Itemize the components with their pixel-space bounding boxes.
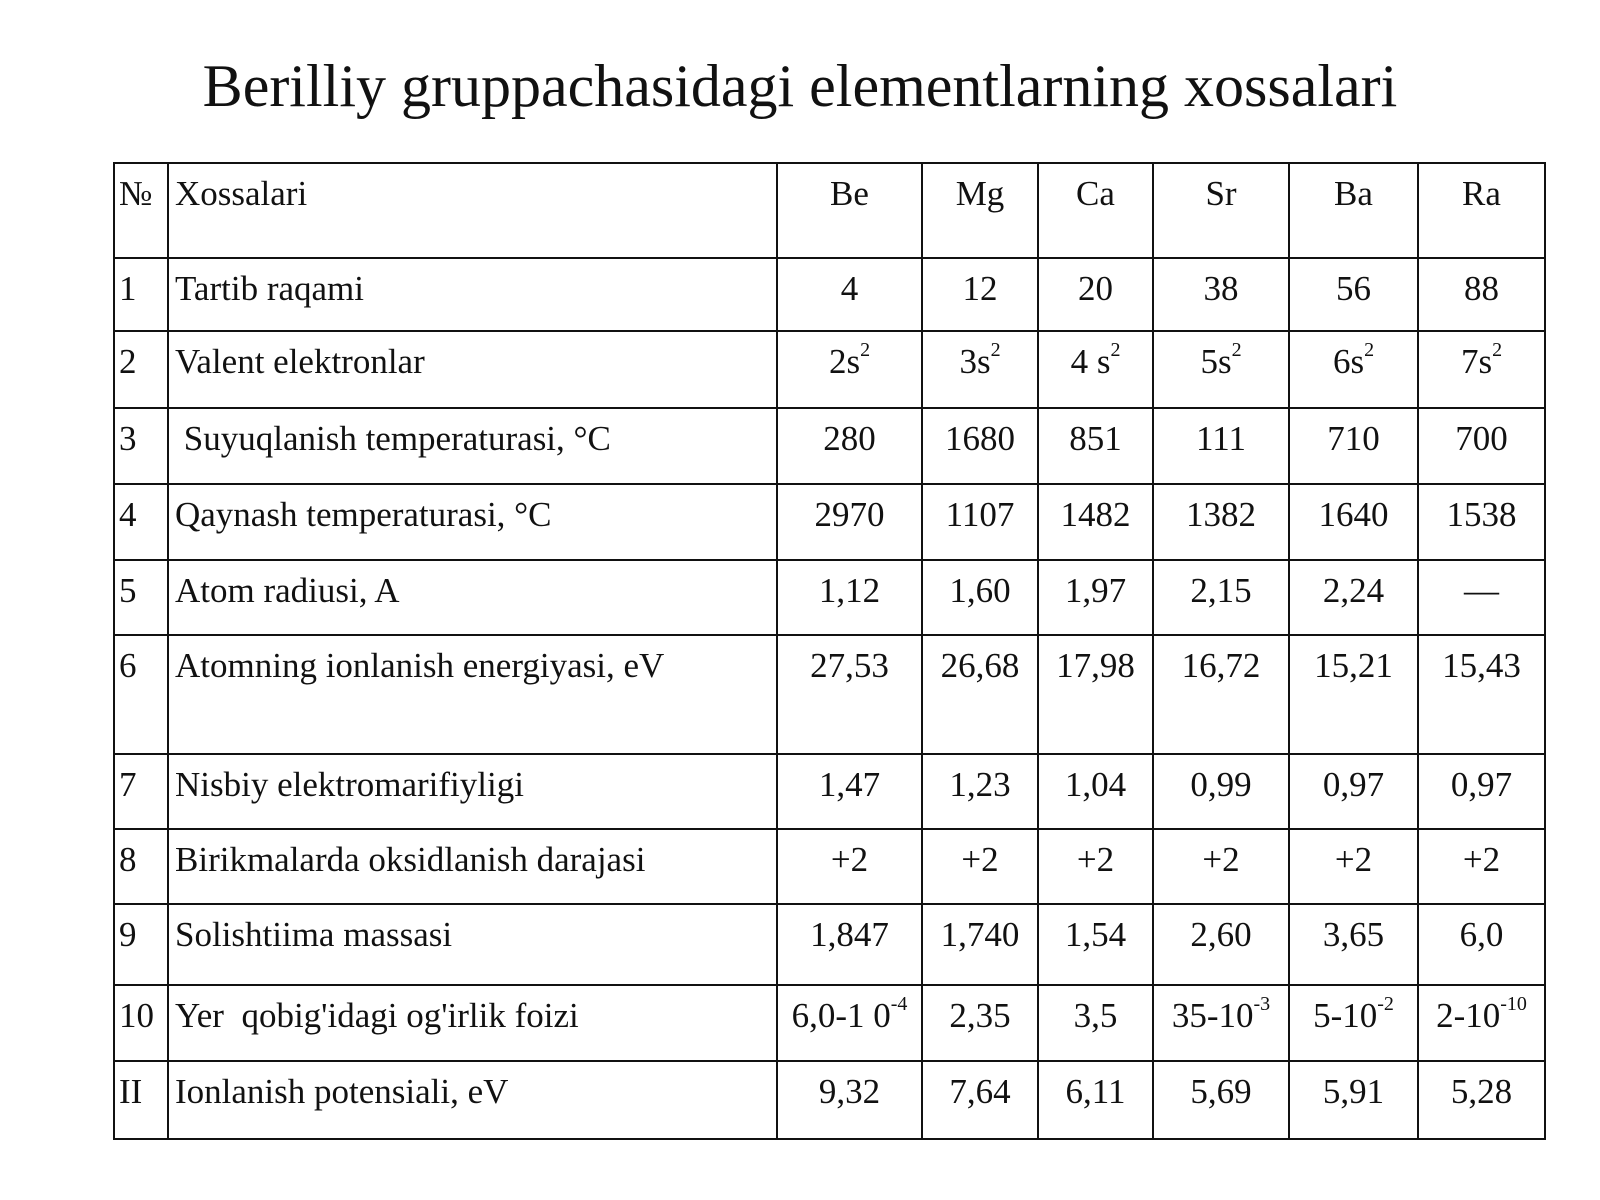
value-text: 20 <box>1078 269 1113 308</box>
value-cell <box>1289 829 1418 904</box>
header-element-cell: Ra <box>1418 163 1545 258</box>
value-cell <box>1153 904 1289 985</box>
value-text: 0,97 <box>1322 765 1385 804</box>
value-text: +2 <box>1202 840 1240 879</box>
value-text: 1,12 <box>818 571 881 610</box>
table-row <box>114 484 1545 560</box>
value-text: 3,65 <box>1322 915 1385 954</box>
value-text: 1382 <box>1186 495 1256 534</box>
value-superscript: 2 <box>990 339 1001 362</box>
value-cell <box>1418 331 1545 408</box>
row-number-cell: 4 <box>114 484 168 560</box>
property-name-cell: Valent elektronlar <box>168 331 777 408</box>
value-cell <box>1289 635 1418 754</box>
value-cell <box>1038 904 1153 985</box>
property-name-cell: Tartib raqami <box>168 258 777 331</box>
row-number-cell: 9 <box>114 904 168 985</box>
value-text: 4 <box>840 269 859 308</box>
value-text: 16,72 <box>1181 646 1261 685</box>
value-text: 2,35 <box>949 996 1011 1035</box>
value-text: 1,54 <box>1064 915 1127 954</box>
table-body <box>114 163 1545 1139</box>
value-cell <box>1153 408 1289 484</box>
value-cell <box>922 635 1038 754</box>
value-text: 1,60 <box>949 571 1011 610</box>
value-cell <box>1418 258 1545 331</box>
value-cell <box>777 484 922 560</box>
value-cell <box>1153 635 1289 754</box>
value-superscript: -2 <box>1377 993 1394 1016</box>
value-text: 27,53 <box>810 646 889 685</box>
value-text: +2 <box>1462 840 1501 879</box>
value-text: 2-10 <box>1436 996 1501 1035</box>
value-text: — <box>1464 571 1499 610</box>
value-cell <box>922 1061 1038 1139</box>
value-cell <box>1289 484 1418 560</box>
value-cell <box>1038 408 1153 484</box>
table-row <box>114 1061 1545 1139</box>
value-cell <box>1153 829 1289 904</box>
value-text: 710 <box>1327 419 1380 458</box>
value-cell <box>1153 754 1289 829</box>
header-property-cell: Xossalari <box>168 163 777 258</box>
value-text: 1538 <box>1446 495 1517 534</box>
value-cell <box>1153 1061 1289 1139</box>
table-row <box>114 408 1545 484</box>
value-superscript: 2 <box>1110 339 1121 362</box>
value-text: 5-10 <box>1313 996 1378 1035</box>
table-row <box>114 560 1545 635</box>
value-cell <box>1289 331 1418 408</box>
value-cell <box>1289 904 1418 985</box>
value-cell <box>1289 754 1418 829</box>
value-text: 2970 <box>814 495 885 534</box>
value-text: 5,28 <box>1450 1072 1513 1111</box>
value-text: 1,47 <box>818 765 881 804</box>
value-text: 15,43 <box>1442 646 1521 685</box>
value-cell <box>922 484 1038 560</box>
value-text: 56 <box>1336 269 1371 308</box>
value-text: 5s <box>1200 342 1232 381</box>
value-cell <box>1418 1061 1545 1139</box>
header-num-cell: № <box>114 163 168 258</box>
page-title: Berilliy gruppachasidagi elementlarning xossalari <box>202 53 1398 119</box>
value-superscript: 2 <box>1492 339 1503 362</box>
value-text: 88 <box>1464 269 1499 308</box>
value-text: 17,98 <box>1056 646 1135 685</box>
value-text: 4 s <box>1070 342 1111 381</box>
properties-table <box>113 162 1546 1140</box>
value-cell <box>777 408 922 484</box>
value-cell <box>777 754 922 829</box>
value-text: 6,11 <box>1065 1072 1126 1111</box>
value-text: 7s <box>1460 342 1493 381</box>
value-text: 280 <box>823 419 876 458</box>
value-text: 2,60 <box>1190 915 1252 954</box>
value-text: 35-10 <box>1171 996 1254 1035</box>
value-text: 1,04 <box>1064 765 1127 804</box>
value-text: 6s <box>1332 342 1365 381</box>
value-text: +2 <box>961 840 999 879</box>
value-cell <box>1038 484 1153 560</box>
table-row <box>114 754 1545 829</box>
value-cell <box>1038 635 1153 754</box>
value-text: 7,64 <box>949 1072 1011 1111</box>
row-number-cell: II <box>114 1061 168 1139</box>
property-name-cell: Solishtiima massasi <box>168 904 777 985</box>
value-text: 851 <box>1069 419 1122 458</box>
value-cell <box>1418 635 1545 754</box>
header-element-cell: Be <box>777 163 922 258</box>
value-cell <box>777 560 922 635</box>
table-row <box>114 635 1545 754</box>
value-cell <box>1289 258 1418 331</box>
header-element-cell: Ba <box>1289 163 1418 258</box>
value-cell <box>1038 560 1153 635</box>
value-superscript: -4 <box>890 993 908 1016</box>
value-cell <box>777 829 922 904</box>
value-text: +2 <box>830 840 869 879</box>
value-cell <box>922 985 1038 1061</box>
value-text: 15,21 <box>1314 646 1393 685</box>
property-name-cell: Qaynash temperaturasi, °C <box>168 484 777 560</box>
value-text: 3s <box>959 342 991 381</box>
value-cell <box>777 331 922 408</box>
value-text: 3,5 <box>1073 996 1118 1035</box>
row-number-cell: 10 <box>114 985 168 1061</box>
value-cell <box>777 904 922 985</box>
value-cell <box>777 1061 922 1139</box>
value-text: 1,740 <box>940 915 1020 954</box>
value-text: 38 <box>1203 269 1239 308</box>
value-text: 1107 <box>945 495 1015 534</box>
value-text: 6,0 <box>1459 915 1504 954</box>
value-cell <box>1418 829 1545 904</box>
value-superscript: 2 <box>860 339 871 362</box>
value-text: 1680 <box>945 419 1015 458</box>
value-cell <box>922 560 1038 635</box>
value-text: 5,91 <box>1322 1072 1385 1111</box>
header-element-cell: Ca <box>1038 163 1153 258</box>
table-header-row <box>114 163 1545 258</box>
table-row <box>114 985 1545 1061</box>
row-number-cell: 1 <box>114 258 168 331</box>
row-number-cell: 6 <box>114 635 168 754</box>
value-cell <box>1153 484 1289 560</box>
value-cell <box>1418 560 1545 635</box>
row-number-cell: 5 <box>114 560 168 635</box>
value-cell <box>1418 484 1545 560</box>
value-cell <box>1153 258 1289 331</box>
value-cell <box>922 754 1038 829</box>
value-cell <box>1289 560 1418 635</box>
value-cell <box>1418 904 1545 985</box>
value-cell <box>922 408 1038 484</box>
value-cell <box>1038 985 1153 1061</box>
property-name-cell: Atomning ionlanish energiyasi, eV <box>168 635 777 754</box>
value-superscript: 2 <box>1231 339 1242 362</box>
value-cell <box>1038 829 1153 904</box>
property-name-cell: Suyuqlanish temperaturasi, °C <box>168 408 777 484</box>
row-number-cell: 3 <box>114 408 168 484</box>
row-number-cell: 7 <box>114 754 168 829</box>
value-cell <box>1038 754 1153 829</box>
table-row <box>114 904 1545 985</box>
value-superscript: -3 <box>1253 993 1271 1016</box>
value-text: 0,99 <box>1190 765 1252 804</box>
value-text: 1,97 <box>1064 571 1127 610</box>
value-cell <box>922 904 1038 985</box>
value-cell <box>1038 258 1153 331</box>
value-cell <box>922 331 1038 408</box>
value-text: 1482 <box>1060 495 1131 534</box>
value-superscript: 2 <box>1364 339 1375 362</box>
value-cell <box>1418 408 1545 484</box>
table-row <box>114 829 1545 904</box>
value-text: 1640 <box>1318 495 1389 534</box>
value-text: 6,0-1 0 <box>791 996 891 1035</box>
row-number-cell: 8 <box>114 829 168 904</box>
value-text: 2s <box>828 342 861 381</box>
value-text: +2 <box>1076 840 1115 879</box>
property-name-cell: Ionlanish potensiali, eV <box>168 1061 777 1139</box>
value-cell <box>922 258 1038 331</box>
header-element-cell: Mg <box>922 163 1038 258</box>
value-superscript: -10 <box>1500 993 1527 1016</box>
value-cell <box>777 985 922 1061</box>
row-number-cell: 2 <box>114 331 168 408</box>
value-text: 2,24 <box>1322 571 1385 610</box>
header-element-cell: Sr <box>1153 163 1289 258</box>
value-cell <box>777 635 922 754</box>
value-cell <box>1153 985 1289 1061</box>
value-cell <box>922 829 1038 904</box>
value-text: 700 <box>1455 419 1508 458</box>
value-cell <box>777 258 922 331</box>
value-cell <box>1038 331 1153 408</box>
value-text: 0,97 <box>1450 765 1513 804</box>
property-name-cell: Birikmalarda oksidlanish darajasi <box>168 829 777 904</box>
value-cell <box>1289 1061 1418 1139</box>
value-text: 111 <box>1196 419 1246 458</box>
value-text: 5,69 <box>1190 1072 1252 1111</box>
property-name-cell: Nisbiy elektromarifiyligi <box>168 754 777 829</box>
value-cell <box>1418 985 1545 1061</box>
value-cell <box>1153 560 1289 635</box>
property-name-cell: Atom radiusi, A <box>168 560 777 635</box>
value-text: 1,23 <box>949 765 1011 804</box>
table-row <box>114 331 1545 408</box>
value-text: 26,68 <box>940 646 1020 685</box>
value-text: 2,15 <box>1190 571 1252 610</box>
value-cell <box>1418 754 1545 829</box>
value-cell <box>1289 408 1418 484</box>
value-text: 1,847 <box>810 915 889 954</box>
value-cell <box>1153 331 1289 408</box>
table-row <box>114 258 1545 331</box>
property-name-cell: Yer qobig'idagi og'irlik foizi <box>168 985 777 1061</box>
value-text: +2 <box>1334 840 1373 879</box>
value-cell <box>1038 1061 1153 1139</box>
value-cell <box>1289 985 1418 1061</box>
value-text: 12 <box>962 269 998 308</box>
value-text: 9,32 <box>818 1072 881 1111</box>
